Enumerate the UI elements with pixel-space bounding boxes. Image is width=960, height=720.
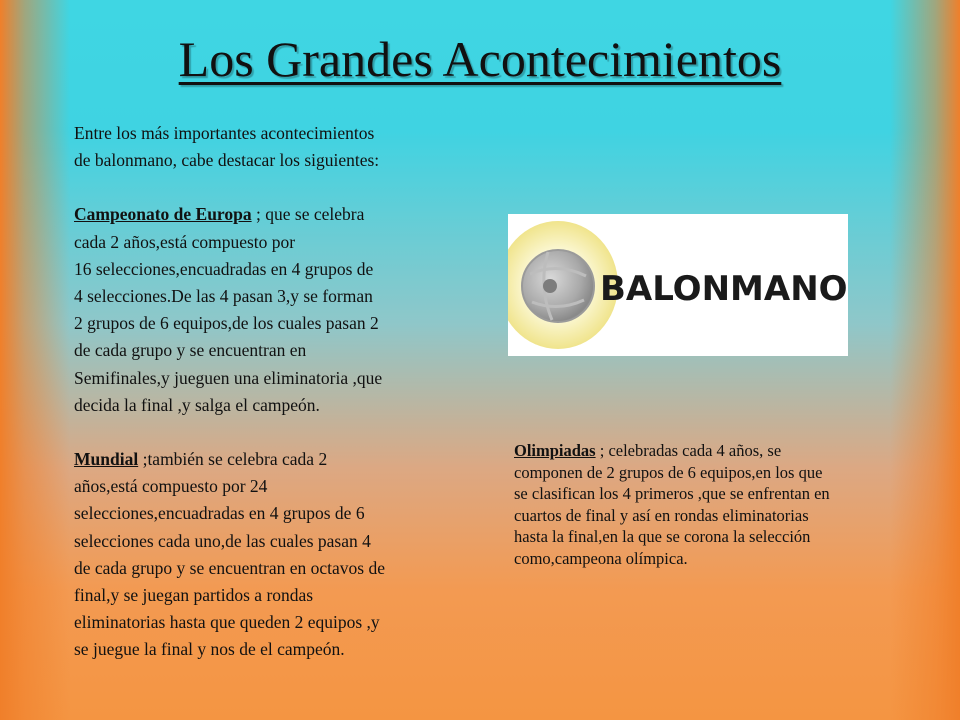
olimpiadas-line-1-text: ; celebradas cada 4 años, se xyxy=(595,441,782,460)
intro-line-1: Entre los más importantes acontecimientos xyxy=(74,123,375,143)
mundial-line-4: selecciones cada uno,de las cuales pasan 4 xyxy=(74,530,371,551)
europa-line-8: decida la final ,y salga el campeón. xyxy=(74,394,320,415)
mundial-line-1 xyxy=(74,446,474,473)
europa-line-1-text: ; que se celebra xyxy=(251,204,365,225)
olimpiadas-term: Olimpiadas xyxy=(514,441,596,460)
mundial-line-2: años,está compuesto por 24 xyxy=(74,476,268,497)
mundial-line-7: eliminatorias hasta que queden 2 equipos ,y xyxy=(74,612,380,633)
mundial-term: Mundial xyxy=(74,449,139,470)
logo-text: BALONMANO xyxy=(600,269,848,309)
europa-line-3: 16 selecciones,encuadradas en 4 grupos de xyxy=(74,258,374,279)
olimpiadas-line-2: componen de 2 grupos de 6 equipos,en los que xyxy=(514,462,823,482)
mundial-line-3: selecciones,encuadradas en 4 grupos de 6 xyxy=(74,503,365,524)
paragraph-gap xyxy=(74,174,474,201)
europa-line-1 xyxy=(74,201,474,228)
slide-edge-right xyxy=(890,0,960,720)
europa-line-5: 2 grupos de 6 equipos,de los cuales pasan 2 xyxy=(74,313,379,334)
mundial-line-6: final,y se juegan partidos a rondas xyxy=(74,585,314,606)
olimpiadas-line-5: hasta la final,en la que se corona la selección xyxy=(514,527,811,546)
paragraph-gap xyxy=(74,419,474,446)
balonmano-logo xyxy=(508,214,848,356)
mundial-line-8: se juegue la final y nos de el campeón. xyxy=(74,639,345,660)
mundial-line-5: de cada grupo y se encuentran en octavos de xyxy=(74,557,385,578)
europa-line-6: de cada grupo y se encuentran en xyxy=(74,340,307,361)
slide-edge-left xyxy=(0,0,70,720)
olimpiadas-line-1 xyxy=(514,440,934,462)
europa-line-2: cada 2 años,está compuesto por xyxy=(74,231,296,252)
europa-line-4: 4 selecciones.De las 4 pasan 3,y se forman xyxy=(74,286,373,307)
olimpiadas-line-4: cuartos de final y así en rondas eliminatorias xyxy=(514,505,809,525)
slide-title: Los Grandes Acontecimientos xyxy=(178,31,782,87)
olimpiadas-line-3: se clasifican los 4 primeros ,que se enfrentan en xyxy=(514,484,830,503)
olimpiadas-line-6: como,campeona olímpica. xyxy=(514,548,688,568)
intro-line-2: de balonmano, cabe destacar los siguientes: xyxy=(74,150,380,171)
europa-term: Campeonato de Europa xyxy=(74,204,252,225)
europa-line-7: Semifinales,y jueguen una eliminatoria ,que xyxy=(74,367,383,388)
right-text-column xyxy=(514,440,934,569)
mundial-line-1-text: ;también se celebra cada 2 xyxy=(138,449,328,470)
left-text-column xyxy=(74,120,474,664)
